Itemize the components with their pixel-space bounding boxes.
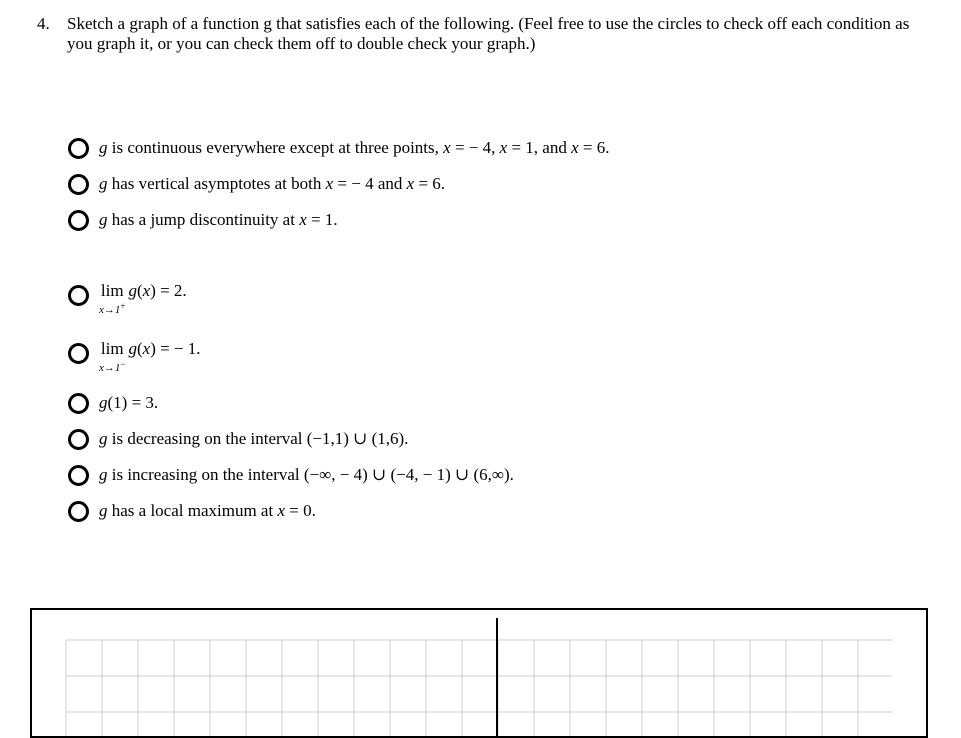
condition-asymptotes[interactable] (68, 172, 445, 196)
checkbox-circle-icon[interactable] (68, 174, 89, 195)
checkbox-circle-icon[interactable] (68, 501, 89, 522)
condition-increasing[interactable] (68, 463, 514, 487)
checkbox-circle-icon[interactable] (68, 429, 89, 450)
condition-text: g has a local maximum at x = 0. (99, 501, 316, 520)
limit-notation: lim x→1− (99, 339, 126, 374)
problem-text: Sketch a graph of a function g that satisfies each of the following. (Feel free to use the circles to check off each condition as you graph it, or you can check them off to double check your graph.) (67, 14, 910, 53)
condition-text: g(1) = 3. (99, 393, 159, 412)
condition-text: g(x) = − 1. (128, 339, 201, 358)
condition-text: g is decreasing on the interval (−1,1) ∪ (1,6). (99, 429, 409, 448)
condition-text: g(x) = 2. (128, 281, 187, 300)
checkbox-circle-icon[interactable] (68, 343, 89, 364)
condition-continuity[interactable] (68, 136, 609, 160)
condition-text: g is continuous everywhere except at three points, x = − 4, x = 1, and x = 6. (99, 138, 610, 157)
checkbox-circle-icon[interactable] (68, 210, 89, 231)
graph-grid (32, 610, 926, 736)
problem-number: 4. (37, 14, 50, 33)
condition-text: g has a jump discontinuity at x = 1. (99, 210, 338, 229)
graph-area[interactable] (30, 608, 928, 738)
condition-decreasing[interactable] (68, 427, 408, 451)
condition-right-limit[interactable] (68, 282, 187, 316)
condition-left-limit[interactable] (68, 340, 201, 374)
checkbox-circle-icon[interactable] (68, 465, 89, 486)
condition-local-max[interactable] (68, 499, 316, 523)
problem-statement (37, 14, 917, 54)
checkbox-circle-icon[interactable] (68, 138, 89, 159)
checkbox-circle-icon[interactable] (68, 285, 89, 306)
checkbox-circle-icon[interactable] (68, 393, 89, 414)
condition-text: g is increasing on the interval (−∞, − 4) ∪ (−4, − 1) ∪ (6,∞). (99, 465, 514, 484)
limit-notation: lim x→1+ (99, 281, 126, 316)
condition-jump[interactable] (68, 208, 338, 232)
condition-value[interactable] (68, 391, 158, 415)
condition-text: g has vertical asymptotes at both x = − 4 and x = 6. (99, 174, 446, 193)
